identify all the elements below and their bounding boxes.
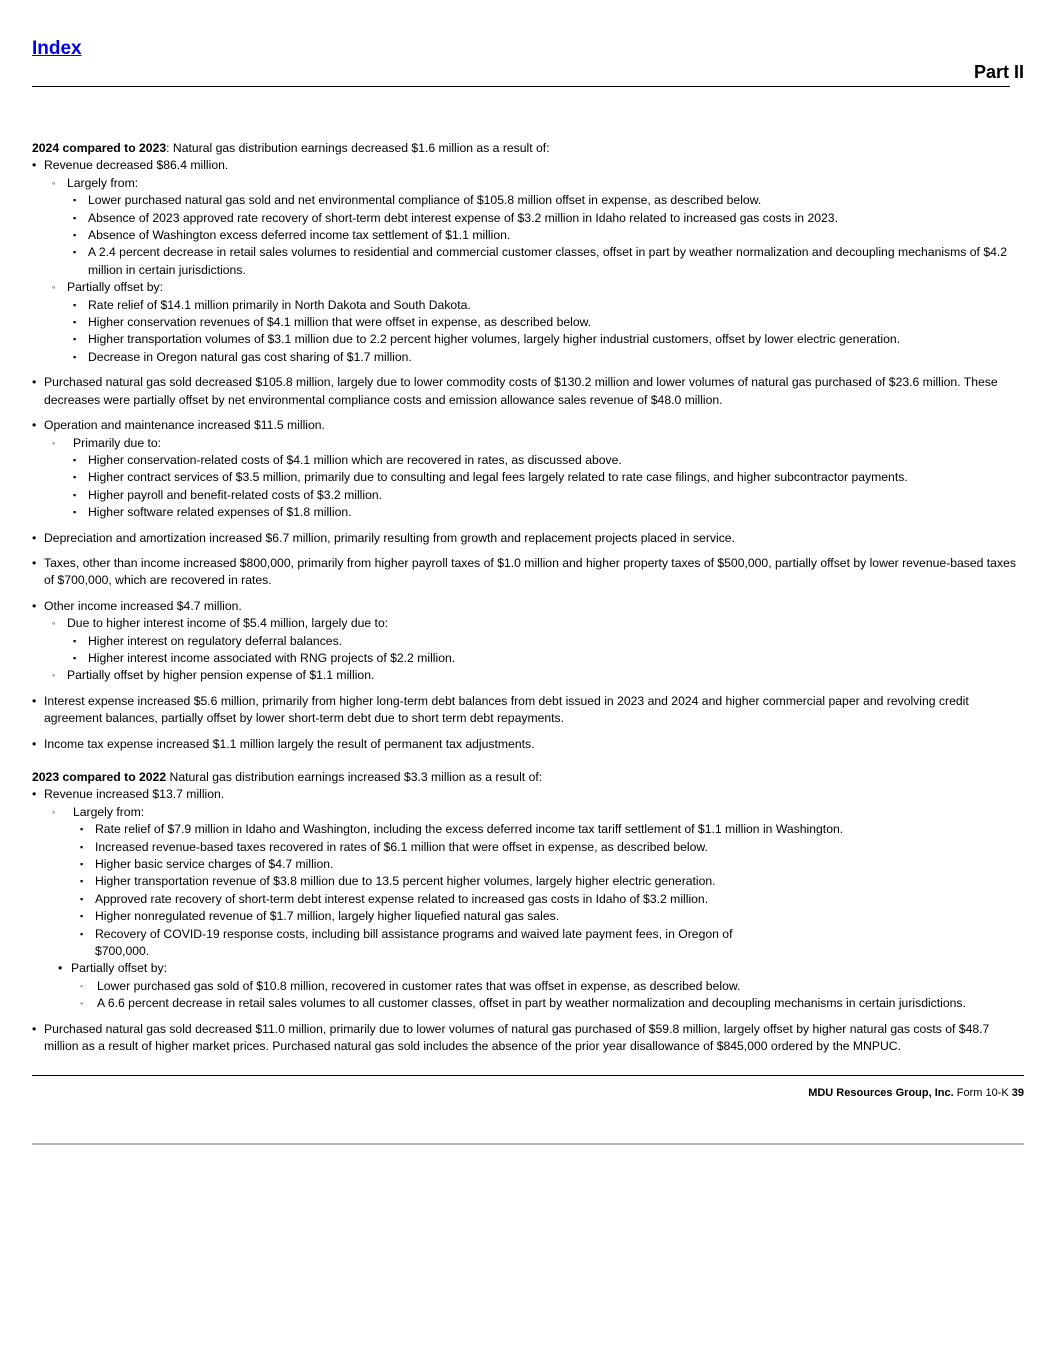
page-separator [32,1143,1024,1145]
list-item: • Purchased natural gas sold decreased $11.0 million, primarily due to lower volumes of natural gas purchased of $59.8 million, largely offset by higher natural gas costs of $48.7 million as a result of higher market prices. Purchased natural gas sold includes the absence of the prior year disallowance of $845,000 ordered by the MNPUC. [32,1021,1027,1056]
list-item: ▪ Higher interest on regulatory deferral balances. [32,633,1027,650]
section-2023-heading-bold: 2023 compared to 2022 [32,770,167,784]
footer-page-number: 39 [1011,1087,1024,1099]
list-item: • Taxes, other than income increased $800,000, primarily from higher payroll taxes of $1.0 million and higher property taxes of $500,000, partially offset by lower revenue-based taxes of $700,000, which are recovered in rates. [32,555,1027,590]
list-item: • Operation and maintenance increased $11.5 million. [32,417,1027,434]
list-item: ▪ Higher transportation revenue of $3.8 million due to 13.5 percent higher volumes, largely higher electric generation. [32,873,1027,890]
list-item: ▪ Approved rate recovery of short-term debt interest expense related to increased gas costs in Idaho of $3.2 million. [32,891,1027,908]
list-item: ▪ Absence of 2023 approved rate recovery of short-term debt interest expense of $3.2 million in Idaho related to increased gas costs in 2023. [32,210,1027,227]
spacer [32,409,1027,417]
om-list [32,417,1027,521]
header-rule [32,86,1010,87]
list-item: • Purchased natural gas sold decreased $105.8 million, largely due to lower commodity costs of $130.2 million and lower volumes of natural gas purchased of $23.6 million. These decreases were partially offset by net environmental compliance costs and emission allowance sales revenue of $48.0 million. [32,374,1027,409]
spacer [32,590,1027,598]
list-item: ▪ Decrease in Oregon natural gas cost sharing of $1.7 million. [32,349,1027,366]
section-2023-list [32,786,1027,1012]
section-2023-heading [32,769,1027,786]
list-item: ▪ Recovery of COVID-19 response costs, including bill assistance programs and waived late payment fees, in Oregon of $700,000. [32,926,785,961]
list-item: ▪ Rate relief of $14.1 million primarily in North Dakota and South Dakota. [32,297,1027,314]
list-item: ▪ Higher contract services of $3.5 million, primarily due to consulting and legal fees largely related to rate case filings, and higher subcontractor payments. [32,469,1027,486]
section-2024-list [32,157,1027,366]
other-income-list [32,598,1027,685]
list-item: ▪ Higher software related expenses of $1.8 million. [32,504,1027,521]
document-body [32,140,1027,1056]
list-item: ◦ A 6.6 percent decrease in retail sales volumes to all customer classes, offset in part by weather normalization and decoupling mechanisms in certain jurisdictions. [32,995,1027,1012]
list-item: • Revenue increased $13.7 million. [32,786,1027,803]
list-item: ▪ Rate relief of $7.9 million in Idaho and Washington, including the excess deferred income tax tariff settlement of $1.1 million in Washington. [32,821,1027,838]
list-item: • Revenue decreased $86.4 million. [32,157,1027,174]
list-item: ▪ Higher payroll and benefit-related costs of $3.2 million. [32,487,1027,504]
list-item: ◦ Partially offset by: [32,279,1027,296]
list-item: ▪ Higher basic service charges of $4.7 million. [32,856,1027,873]
purchased-gas-list [32,374,1027,409]
list-item: ▪ Absence of Washington excess deferred income tax settlement of $1.1 million. [32,227,1027,244]
list-item: • Partially offset by: [32,960,1027,977]
spacer [32,522,1027,530]
index-link[interactable]: Index [32,38,82,59]
footer-form: Form 10-K [953,1087,1012,1099]
section-2023-heading-text: Natural gas distribution earnings increased $3.3 million as a result of: [166,770,543,784]
list-item: ▪ Higher transportation volumes of $3.1 million due to 2.2 percent higher volumes, largely higher industrial customers, offset by lower electric generation. [32,331,1027,348]
list-item: ▪ A 2.4 percent decrease in retail sales volumes to residential and commercial customer classes, offset in part by weather normalization and decoupling mechanisms of $4.2 million in certain jurisdictions. [32,244,1027,279]
list-item: ▪ Higher conservation revenues of $4.1 million that were offset in expense, as described below. [32,314,1027,331]
list-item: ◦ Largely from: [32,804,1027,821]
list-item: ◦ Lower purchased gas sold of $10.8 million, recovered in customer rates that was offset in expense, as described below. [32,978,1027,995]
taxes-list [32,555,1027,590]
list-item: ▪ Higher conservation-related costs of $4.1 million which are recovered in rates, as discussed above. [32,452,1027,469]
spacer [32,753,1027,769]
list-item: ▪ Higher nonregulated revenue of $1.7 million, largely higher liquefied natural gas sales. [32,908,1027,925]
list-item: ▪ Higher interest income associated with RNG projects of $2.2 million. [32,650,1027,667]
purchased-gas-2023-list [32,1021,1027,1056]
list-item: ◦ Due to higher interest income of $5.4 million, largely due to: [32,615,1027,632]
part-label: Part II [973,62,1024,82]
spacer [32,685,1027,693]
spacer [32,728,1027,736]
spacer [32,547,1027,555]
list-item: ◦ Partially offset by higher pension expense of $1.1 million. [32,667,1027,684]
page-footer [808,1087,1024,1099]
list-item: • Income tax expense increased $1.1 million largely the result of permanent tax adjustments. [32,736,1027,753]
list-item: ◦ Primarily due to: [32,435,1027,452]
income-tax-list [32,736,1027,753]
depreciation-list [32,530,1027,547]
spacer [32,366,1027,374]
interest-expense-list [32,693,1027,728]
list-item: • Other income increased $4.7 million. [32,598,1027,615]
section-2024-heading-bold: 2024 compared to 2023 [32,141,167,155]
section-2024-heading [32,140,1027,157]
spacer [32,1013,1027,1021]
list-item: ▪ Increased revenue-based taxes recovered in rates of $6.1 million that were offset in expense, as described below. [32,839,1027,856]
list-item: ▪ Lower purchased natural gas sold and net environmental compliance of $105.8 million offset in expense, as described below. [32,192,1027,209]
section-2024-heading-text: : Natural gas distribution earnings decreased $1.6 million as a result of: [166,141,550,155]
list-item: • Depreciation and amortization increased $6.7 million, primarily resulting from growth and replacement projects placed in service. [32,530,1027,547]
footer-rule [32,1075,1024,1076]
list-item: ◦ Largely from: [32,175,1027,192]
list-item: • Interest expense increased $5.6 million, primarily from higher long-term debt balances from debt issued in 2023 and 2024 and higher commercial paper and revolving credit agreement balances, partially offset by lower short-term debt due to short term debt repayments. [32,693,1027,728]
footer-company: MDU Resources Group, Inc. [808,1087,954,1099]
